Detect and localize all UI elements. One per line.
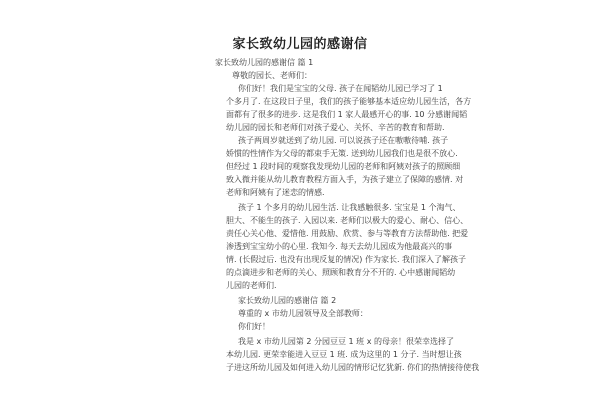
greeting: 你们好！ bbox=[238, 322, 270, 331]
text-line: 儿园的老师们. bbox=[226, 281, 277, 290]
text-line: 面都有了很多的进步. 这是我们 1 家人最感开心的事. 10 分感谢闻韬 bbox=[226, 110, 468, 119]
text-line: 胆大、不能生的孩子. 入园以来. 老师们以极大的爱心、耐心、信心、 bbox=[226, 216, 469, 225]
section-heading-2: 家长致幼儿园的感谢信 篇 2 bbox=[238, 296, 337, 305]
text-line: 子进这所幼儿园及如何进入幼儿园的情形记忆犹新. 你们的热情接待使我 bbox=[226, 363, 480, 372]
section-heading-1: 家长致幼儿园的感谢信 篇 1 bbox=[215, 58, 314, 67]
text-line: 幼儿园的园长和老师们对孩子爱心、关怀、辛苦的教育和帮助. bbox=[226, 123, 445, 132]
text-line: 渗透到宝宝幼小的心里. 我知今. 每天去幼儿园成为他最高兴的事 bbox=[226, 242, 453, 251]
salutation-2: 尊重的 x 市幼儿园领导及全部教师： bbox=[238, 309, 368, 318]
text-line: 本幼儿园. 更荣幸能进入豆豆 1 班. 成为这里的 1 分子. 当时想让孩 bbox=[226, 350, 462, 359]
text-line: 老师和阿姨有了迷恋的情感. bbox=[226, 188, 325, 197]
text-line: 的点滴进步和老师的关心、照顾和教育分不开的. 心中感谢闻韬幼 bbox=[226, 268, 456, 277]
text-line: 娇惯的性情作为父母的都束手无策. 送到幼儿园我们也是很不放心. bbox=[226, 149, 458, 158]
text-line: 孩子两周岁就送到了幼儿园. 可以说孩子还在嗷嗷待哺. 孩子 bbox=[238, 136, 449, 145]
text-line: 你们好！我们是宝宝的父母. 孩子在闻韬幼儿园已学习了 1 bbox=[238, 84, 443, 93]
salutation-1: 尊敬的园长、老师们： bbox=[232, 71, 312, 80]
document-title: 家长致幼儿园的感谢信 bbox=[232, 37, 368, 52]
text-line: 我是 x 市幼儿园第 2 分园豆豆 1 班 x 的母亲！很荣幸选择了 bbox=[238, 337, 454, 346]
text-line: 情. (长假过后. 也没有出现反复的情况) 作为家长. 我们深入了解孩子 bbox=[226, 255, 467, 264]
text-line: 个多月了. 在这段日子里，我们的孩子能够基本适应幼儿园生活，各方 bbox=[226, 97, 472, 106]
text-line: 但经过 1 段时间的观察我发现幼儿园的老师和阿姨对孩子的照顾细 bbox=[226, 162, 461, 171]
text-line: 责任心关心他、爱惜他. 用鼓励、欣赏、参与等教育方法帮助他. 把爱 bbox=[226, 229, 469, 238]
text-line: 孩子 1 个多月的幼儿园生活. 让我感触很多. 宝宝是 1 个淘气、 bbox=[238, 203, 461, 212]
text-line: 致入微并能从幼儿教育教程方面入手，为孩子建立了保障的感情. 对 bbox=[226, 175, 464, 184]
